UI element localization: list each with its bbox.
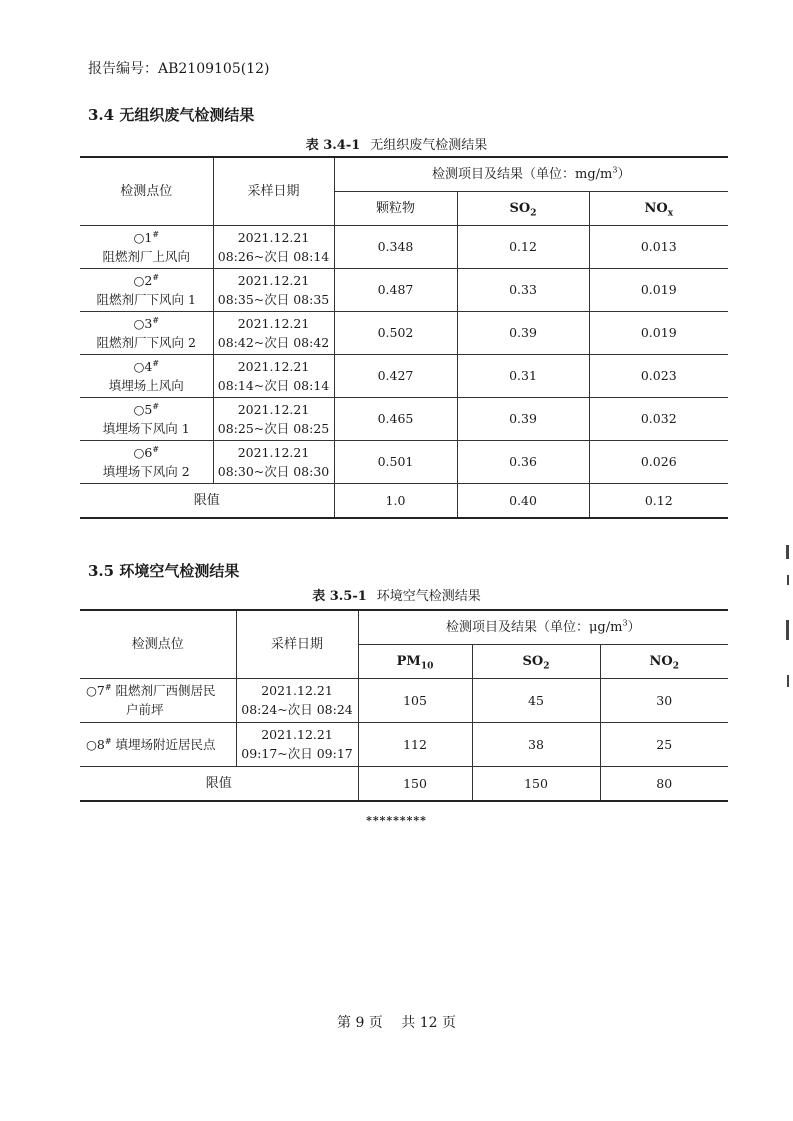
- scan-edge-mark: [786, 620, 789, 640]
- date-day: 2021.12.21: [237, 401, 310, 417]
- value-so2: 45: [472, 678, 600, 722]
- value-so2: 0.12: [457, 225, 589, 268]
- site-mark: ○8: [86, 736, 105, 752]
- date-cell: [236, 678, 358, 722]
- header-so2: $SO_2$: [472, 644, 600, 678]
- date-cell: [213, 354, 334, 397]
- value-nox: 0.019: [589, 268, 728, 311]
- site-mark-sup: #: [152, 229, 160, 239]
- value-nox: 0.019: [589, 311, 728, 354]
- date-range: 08:26~次日 08:14: [217, 248, 330, 264]
- site-name: 阻燃剂厂下风向 1: [96, 291, 196, 307]
- ambient-air-table: [80, 609, 728, 802]
- header-particulate: 颗粒物: [334, 191, 457, 225]
- site-name: 填埋场附近居民点: [111, 736, 216, 752]
- limit-value: 1.0: [334, 483, 457, 518]
- header-date: 采样日期: [236, 610, 358, 678]
- site-mark: ○4: [133, 358, 153, 374]
- header-site: 检测点位: [80, 610, 236, 678]
- value-nox: 0.026: [589, 440, 728, 483]
- value-particulate: 0.348: [334, 225, 457, 268]
- caption-text: 环境空气检测结果: [376, 589, 481, 604]
- section-title-3-4: 3.4 无组织废气检测结果: [88, 106, 255, 124]
- table-caption-3-4-1: [0, 134, 793, 153]
- site-cell: [80, 440, 213, 483]
- date-cell: [213, 440, 334, 483]
- site-cell: [80, 722, 236, 766]
- limit-value: 0.40: [457, 483, 589, 518]
- header-so2: $SO_2$: [457, 191, 589, 225]
- site-name: 填埋场下风向 2: [102, 463, 190, 479]
- value-particulate: 0.427: [334, 354, 457, 397]
- site-mark-sup: #: [152, 401, 160, 411]
- site-name: 填埋场上风向: [108, 377, 184, 393]
- caption-number: 表 3.4-1: [305, 138, 361, 153]
- date-range: 08:35~次日 08:35: [217, 291, 330, 307]
- table-caption-3-5-1: [0, 585, 793, 604]
- site-mark: ○6: [133, 444, 153, 460]
- site-cell: [80, 311, 213, 354]
- site-mark: ○5: [133, 401, 153, 417]
- value-pm10: 105: [358, 678, 472, 722]
- value-particulate: 0.487: [334, 268, 457, 311]
- header-items: 检测项目及结果（单位：$mg/m^3$）: [334, 157, 728, 191]
- date-day: 2021.12.21: [261, 683, 333, 698]
- header-site: 检测点位: [80, 157, 213, 225]
- value-so2: 0.39: [457, 311, 589, 354]
- scan-edge-mark: [787, 675, 789, 687]
- caption-number: 表 3.5-1: [312, 589, 367, 604]
- site-name: 阻燃剂厂上风向: [102, 248, 190, 264]
- date-cell: [213, 311, 334, 354]
- site-mark-sup: #: [152, 358, 160, 368]
- table-row: [80, 440, 728, 483]
- value-so2: 0.36: [457, 440, 589, 483]
- value-so2: 38: [472, 722, 600, 766]
- fugitive-gas-table: [80, 156, 728, 519]
- site-mark-sup: #: [104, 736, 112, 746]
- page-footer: 第 9 页 共 12 页: [337, 1015, 456, 1031]
- site-cell: [80, 397, 213, 440]
- value-nox: 0.013: [589, 225, 728, 268]
- site-mark: ○1: [133, 229, 153, 245]
- report-number: 报告编号：AB2109105(12): [88, 61, 270, 77]
- site-mark-sup: #: [152, 444, 160, 454]
- table-row: [80, 354, 728, 397]
- value-particulate: 0.501: [334, 440, 457, 483]
- site-name: 阻燃剂厂西侧居民: [111, 683, 216, 698]
- value-pm10: 112: [358, 722, 472, 766]
- site-mark-sup: #: [152, 315, 160, 325]
- site-mark: ○7: [86, 683, 105, 698]
- header-pm10: $PM_{10}$: [358, 644, 472, 678]
- site-mark: ○3: [133, 315, 153, 331]
- date-day: 2021.12.21: [237, 272, 310, 288]
- scan-edge-mark: [786, 545, 789, 559]
- date-cell: [213, 268, 334, 311]
- value-no2: 30: [600, 678, 728, 722]
- date-range: 08:30~次日 08:30: [217, 463, 330, 479]
- site-mark-sup: #: [152, 272, 160, 282]
- date-day: 2021.12.21: [261, 727, 333, 742]
- site-name-cont: 户前坪: [126, 702, 164, 717]
- value-so2: 0.31: [457, 354, 589, 397]
- caption-text: 无组织废气检测结果: [370, 138, 488, 153]
- value-so2: 0.33: [457, 268, 589, 311]
- site-cell: [80, 268, 213, 311]
- value-nox: 0.023: [589, 354, 728, 397]
- limit-value: 80: [600, 766, 728, 801]
- date-cell: [213, 225, 334, 268]
- site-mark-sup: #: [104, 682, 112, 692]
- header-items: 检测项目及结果（单位：$\mu g/m^3$）: [358, 610, 728, 644]
- date-range: 08:25~次日 08:25: [217, 420, 330, 436]
- limit-label: 限值: [80, 483, 334, 518]
- site-cell: [80, 354, 213, 397]
- site-name: 填埋场下风向 1: [102, 420, 190, 436]
- date-day: 2021.12.21: [237, 444, 310, 460]
- site-name: 阻燃剂厂下风向 2: [96, 334, 196, 350]
- date-range: 09:17~次日 09:17: [241, 746, 353, 761]
- limit-value: 150: [358, 766, 472, 801]
- date-range: 08:42~次日 08:42: [217, 334, 330, 350]
- site-cell: [80, 225, 213, 268]
- limit-value: 0.12: [589, 483, 728, 518]
- scan-edge-mark: [787, 575, 789, 585]
- date-day: 2021.12.21: [237, 229, 310, 245]
- section-title-3-5: 3.5 环境空气检测结果: [88, 562, 240, 580]
- site-mark: ○2: [133, 272, 153, 288]
- date-range: 08:24~次日 08:24: [241, 702, 353, 717]
- date-range: 08:14~次日 08:14: [217, 377, 330, 393]
- limit-label: 限值: [80, 766, 358, 801]
- date-day: 2021.12.21: [237, 358, 310, 374]
- value-no2: 25: [600, 722, 728, 766]
- site-cell: [80, 678, 236, 722]
- value-so2: 0.39: [457, 397, 589, 440]
- value-nox: 0.032: [589, 397, 728, 440]
- value-particulate: 0.465: [334, 397, 457, 440]
- table-row: [80, 397, 728, 440]
- header-no2: $NO_2$: [600, 644, 728, 678]
- end-marker: *********: [366, 814, 427, 827]
- table-row: [80, 311, 728, 354]
- header-nox: $NO_x$: [589, 191, 728, 225]
- date-day: 2021.12.21: [237, 315, 310, 331]
- date-cell: [236, 722, 358, 766]
- header-date: 采样日期: [213, 157, 334, 225]
- value-particulate: 0.502: [334, 311, 457, 354]
- table-row: [80, 268, 728, 311]
- table-row: [80, 225, 728, 268]
- table-row: [80, 722, 728, 766]
- table-row: [80, 678, 728, 722]
- date-cell: [213, 397, 334, 440]
- limit-value: 150: [472, 766, 600, 801]
